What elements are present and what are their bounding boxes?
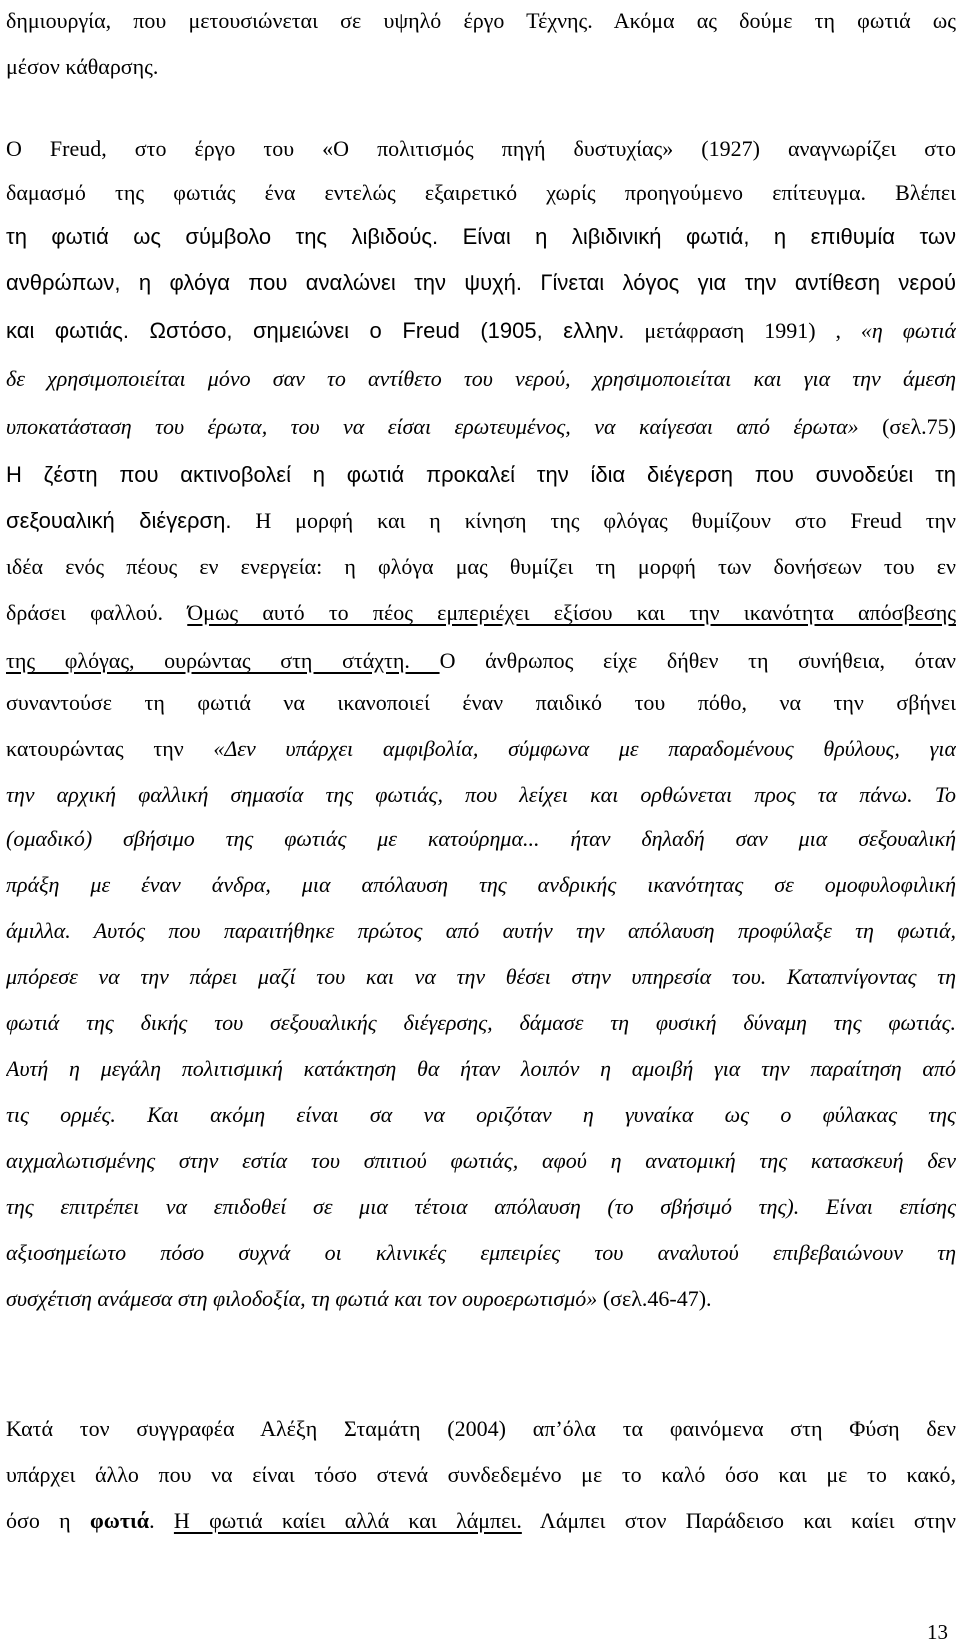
text-run: άμιλλα. Αυτός που παραιτήθηκε πρώτος από αυτήν την απόλαυση προφύλαξε τη φωτιά, bbox=[6, 918, 956, 943]
underlined-text: Η φωτιά καίει αλλά και λάμπει. bbox=[173, 1508, 522, 1533]
text-line bbox=[6, 266, 956, 300]
underlined-text: Όμως αυτό το πέος εμπεριέχει εξίσου και την ικανότητα απόσβεσης bbox=[187, 600, 956, 625]
text-run: ιδέα ενός πέους εν ενεργεία: η φλόγα μας θυμίζει τη μορφή των δονήσεων του εν bbox=[6, 554, 956, 579]
text-run: σεξουαλική διέγερση. bbox=[6, 508, 232, 533]
text-line bbox=[6, 362, 956, 396]
text-run: κατουρώντας την bbox=[6, 736, 214, 761]
text-run: (ομαδικό) σβήσιμο της φωτιάς με κατούρημα... ήταν δηλαδή σαν μια σεξουαλική bbox=[6, 826, 956, 851]
text-run: την αρχική φαλλική σημασία της φωτιάς, που λείχει και ορθώνεται προς τα πάνω. Το bbox=[6, 782, 956, 807]
text-line bbox=[6, 644, 956, 678]
text-line bbox=[6, 1458, 956, 1492]
text-run: φωτιά της δικής του σεξουαλικής διέγερσης, δάμασε τη φυσική δύναμη της φωτιάς. bbox=[6, 1010, 956, 1035]
text-line bbox=[6, 960, 956, 994]
text-run: αιχμαλωτισμένης στην εστία του σπιτιού φωτιάς, αφού η ανατομική της κατασκευή δεν bbox=[6, 1148, 956, 1173]
text-line bbox=[6, 504, 956, 538]
text-line bbox=[6, 686, 956, 720]
text-line bbox=[6, 132, 956, 166]
text-run: πράξη με έναν άνδρα, μια απόλαυση της ανδρικής ικανότητας σε ομοφυλοφιλική bbox=[6, 872, 956, 897]
text-line bbox=[6, 1236, 956, 1270]
text-line bbox=[6, 1190, 956, 1224]
text-run: τις ορμές. Και ακόμη είναι σα να οριζόταν η γυναίκα ως ο φύλακας της bbox=[6, 1102, 956, 1127]
page-number: 13 bbox=[927, 1620, 948, 1644]
text-run: «Δεν υπάρχει αμφιβολία, σύμφωνα με παραδομένους θρύλους, για bbox=[213, 736, 956, 761]
text-line bbox=[6, 732, 956, 766]
text-run: Αυτή η μεγάλη πολιτισμική κατάκτηση θα ήταν λοιπόν η αμοιβή για την παραίτηση από bbox=[6, 1056, 956, 1081]
text-run: (σελ.75) bbox=[858, 414, 956, 439]
text-line bbox=[6, 176, 956, 210]
text-run: (σελ.46-47). bbox=[597, 1286, 712, 1311]
text-line bbox=[6, 220, 956, 254]
text-run: . bbox=[149, 1508, 174, 1533]
text-run: Λάμπει στον Παράδεισο και καίει στην bbox=[521, 1508, 956, 1533]
text-run: δαμασμό της φωτιάς ένα εντελώς εξαιρετικό χωρίς προηγούμενο επίτευγμα. Βλέπει bbox=[6, 180, 956, 205]
text-run: της επιτρέπει να επιδοθεί σε μια τέτοια απόλαυση (το σβήσιμό της). Είναι επίσης bbox=[6, 1194, 956, 1219]
text-run: Ο Freud, στο έργο του «Ο πολιτισμός πηγή δυστυχίας» (1927) αναγνωρίζει στο bbox=[6, 136, 956, 161]
text-run: Κατά τον συγγραφέα Αλέξη Σταμάτη (2004) απ’όλα τα φαινόμενα στη Φύση δεν bbox=[6, 1416, 956, 1441]
text-run: Είναι η λιβιδινική φωτιά, η επιθυμία των bbox=[438, 224, 956, 249]
text-run: μπόρεσε να την πάρει μαζί του και να την θέσει στην υπηρεσία του. Καταπνίγοντας τη bbox=[6, 964, 956, 989]
text-run: τη φωτιά ως σύμβολο της λιβιδούς. bbox=[6, 224, 439, 249]
text-line bbox=[6, 458, 956, 492]
text-run: υπάρχει άλλο που να είναι τόσο στενά συνδεδεμένο με το καλό όσο και με το κακό, bbox=[6, 1462, 956, 1487]
text-line bbox=[6, 868, 956, 902]
text-line bbox=[6, 1098, 956, 1132]
text-line bbox=[6, 4, 956, 38]
text-line bbox=[6, 410, 956, 444]
text-run: Η μορφή και η κίνηση της φλόγας θυμίζουν στο Freud την bbox=[231, 508, 956, 533]
text-run: μετάφραση 1991) , bbox=[624, 318, 861, 343]
text-line bbox=[6, 314, 956, 348]
text-line bbox=[6, 1504, 956, 1538]
text-line bbox=[6, 1282, 956, 1316]
text-run: συσχέτιση ανάμεσα στη φιλοδοξία, τη φωτιά και τον ουροερωτισμό» bbox=[6, 1286, 598, 1311]
text-line bbox=[6, 1052, 956, 1086]
text-line bbox=[6, 822, 956, 856]
text-run: Η ζέστη που ακτινοβολεί η φωτιά προκαλεί την ίδια διέγερση που συνοδεύει τη bbox=[6, 462, 956, 487]
text-run: όσο η bbox=[6, 1508, 91, 1533]
text-run: δημιουργία, που μετουσιώνεται σε υψηλό έργο Τέχνης. Ακόμα ας δούμε τη φωτιά ως bbox=[6, 8, 956, 33]
text-run: δε χρησιμοποιείται μόνο σαν το αντίθετο του νερού, χρησιμοποιείται και για την άμεση bbox=[6, 366, 956, 391]
text-line bbox=[6, 1006, 956, 1040]
text-line bbox=[6, 50, 956, 84]
text-line bbox=[6, 914, 956, 948]
text-line bbox=[6, 550, 956, 584]
text-run: και φωτιάς. Ωστόσο, σημειώνει ο Freud (1905, ελλην. bbox=[6, 318, 625, 343]
text-line bbox=[6, 778, 956, 812]
text-line bbox=[6, 1144, 956, 1178]
text-run: αξιοσημείωτο πόσο συχνά οι κλινικές εμπειρίες του αναλυτού επιβεβαιώνουν τη bbox=[6, 1240, 956, 1265]
text-run: Ο άνθρωπος είχε δήθεν τη συνήθεια, όταν bbox=[439, 648, 956, 673]
text-run: «η φωτιά bbox=[860, 318, 956, 343]
text-run: συναντούσε τη φωτιά να ικανοποιεί έναν παιδικό του πόθο, να την σβήνει bbox=[6, 690, 956, 715]
bold-text: φωτιά bbox=[90, 1508, 150, 1533]
text-line bbox=[6, 1412, 956, 1446]
text-run: δράσει φαλλού. bbox=[6, 600, 188, 625]
text-line bbox=[6, 596, 956, 630]
text-run: μέσον κάθαρσης. bbox=[6, 54, 159, 79]
underlined-text: της φλόγας, ουρώντας στη στάχτη. bbox=[6, 648, 440, 673]
text-run: υποκατάσταση του έρωτα, του να είσαι ερωτευμένος, να καίγεσαι από έρωτα» bbox=[6, 414, 859, 439]
text-run: ανθρώπων, η φλόγα που αναλώνει την ψυχή. Γίνεται λόγος για την αντίθεση νερού bbox=[6, 270, 956, 295]
